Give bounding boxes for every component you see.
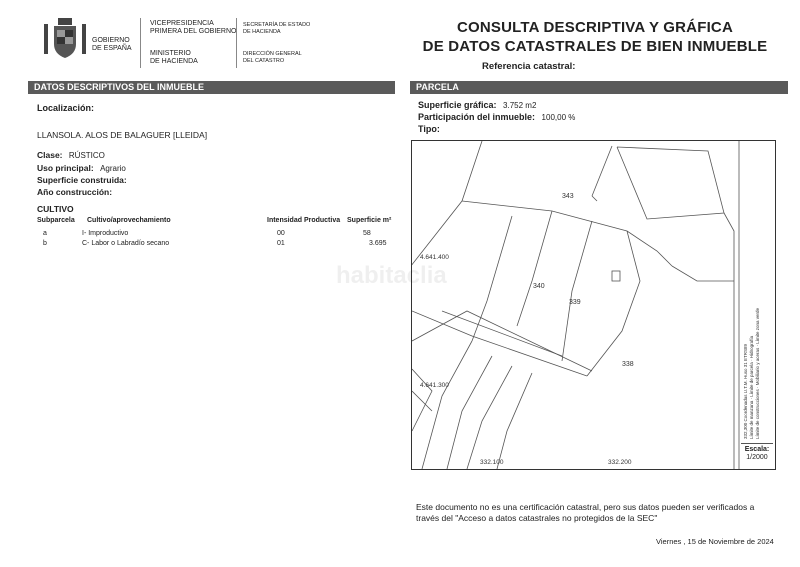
parcel-outline [617, 147, 724, 219]
title-line1: CONSULTA DESCRIPTIVA Y GRÁFICA [456, 19, 733, 36]
legend-item: Hidrografía [749, 335, 754, 359]
row-sub: a [43, 230, 47, 237]
superficie-construida-label: Superficie construida: [37, 175, 127, 185]
parcel-outline [497, 373, 532, 469]
row-sub: b [43, 240, 47, 247]
parcel-outline [472, 216, 512, 341]
map-legend [740, 143, 774, 443]
row-superficie: 3.695 [369, 240, 387, 247]
uso-label: Uso principal: [37, 163, 94, 173]
legend-text-group [743, 149, 761, 439]
col-subparcela: Subparcela [37, 217, 75, 224]
legend-item: Mobiliario y aceras [755, 347, 760, 386]
parcel-outline [724, 213, 734, 469]
row-intensidad: 01 [277, 240, 285, 247]
building-outline [612, 271, 620, 281]
parcel-outline [592, 196, 597, 201]
right-section-title: PARCELA [416, 82, 459, 92]
row-superficie: 58 [363, 230, 371, 237]
watermark: habitaclia [336, 262, 447, 289]
parcel-outline [592, 146, 612, 196]
col-cultivo: Cultivo/aprovechamiento [87, 217, 171, 224]
title-line2: DE DATOS CATASTRALES DE BIEN INMUEBLE [422, 38, 768, 55]
gov-line1: GOBIERNO [92, 37, 130, 44]
parcel-outline [467, 366, 512, 469]
ministerio [150, 50, 198, 66]
vp-line2: PRIMERA DEL GOBIERNO [150, 28, 237, 35]
parcel-outline [587, 231, 640, 376]
disclaimer [416, 502, 776, 524]
dir-line1: DIRECCIÓN GENERAL [243, 51, 302, 57]
escala-label: Escala: [744, 446, 770, 453]
cultivo-title: CULTIVO [37, 204, 74, 214]
sec-line2: DE HACIENDA [243, 29, 281, 35]
legend-row: Límite de construcciones · Mobiliario y aceras · Límite zona verde [755, 307, 760, 439]
coord-label: 332.200 [608, 459, 632, 466]
legend-item: Límite zona verde [755, 307, 760, 344]
uso-value: Agrario [100, 164, 126, 173]
parcel-outline [412, 369, 432, 431]
legend-item: Límite de manzana [749, 400, 754, 439]
gov-name [92, 37, 132, 53]
table-header [37, 217, 397, 227]
road-edge [412, 311, 587, 376]
row-cultivo: C- Labor o Labradío secano [82, 240, 170, 247]
government-logo [42, 16, 88, 62]
participacion-label: Participación del inmueble: [418, 112, 536, 122]
legend-coord-system: 332,300 Coordenadas U.T.M. Huso 31 ETRS89 [743, 343, 748, 439]
road-edge [442, 311, 562, 356]
coord-label: 4.641.400 [420, 254, 449, 261]
clase-label: Clase: [37, 150, 63, 160]
parcel-outline [447, 356, 492, 469]
header-divider [140, 18, 141, 68]
clase-row [37, 150, 105, 160]
superficie-grafica-row [418, 100, 536, 110]
page-title [400, 19, 790, 55]
header-divider-2 [236, 18, 237, 68]
cadastral-map [411, 140, 776, 470]
left-section-title: DATOS DESCRIPTIVOS DEL INMUEBLE [34, 82, 205, 92]
referencia-catastral: Referencia catastral: [482, 61, 576, 72]
min-line2: DE HACIENDA [150, 58, 198, 65]
parcel-outline [562, 221, 592, 361]
vp-line1: VICEPRESIDENCIA [150, 20, 214, 27]
coat-of-arms-icon [42, 16, 88, 62]
parcel-label: 339 [569, 299, 581, 306]
parcel-outline [672, 266, 734, 281]
parcel-outline [412, 391, 432, 411]
legend-item: Límite de construcciones [755, 389, 760, 439]
parcel-outline [422, 341, 472, 469]
left-section-bar [28, 81, 395, 94]
map-drawing [412, 141, 775, 469]
tipo-label: Tipo: [418, 124, 440, 134]
row-intensidad: 00 [277, 230, 285, 237]
table-row [37, 230, 397, 240]
disclaimer-line1: Este documento no es una certificación catastral, pero sus datos pueden ser verificados a [416, 502, 755, 512]
sup-grafica-value: 3.752 m2 [503, 101, 537, 110]
right-section-bar [410, 81, 788, 94]
uso-row [37, 163, 126, 173]
col-intensidad: Intensidad Productiva [267, 217, 341, 224]
parcel-label: 340 [533, 283, 545, 290]
escala-box [741, 443, 773, 462]
coord-label: 4.641.300 [420, 382, 449, 389]
localizacion-label: Localización: [37, 103, 95, 113]
localizacion-value: LLANSOLA. ALOS DE BALAGUER [LLEIDA] [37, 130, 208, 140]
parcel-label: 338 [622, 361, 634, 368]
row-cultivo: I- Improductivo [82, 230, 129, 237]
clase-value: RÚSTICO [68, 151, 105, 160]
parcel-outline [462, 201, 672, 266]
secretaria [243, 22, 310, 36]
sec-line1: SECRETARÍA DE ESTADO [243, 22, 311, 28]
parcel-label: 343 [562, 193, 574, 200]
vicepresidencia [150, 20, 236, 36]
sup-grafica-label: Superficie gráfica: [418, 100, 497, 110]
disclaimer-line2: través del "Acceso a datos catastrales no protegidos de la SEC" [416, 513, 658, 523]
min-line1: MINISTERIO [150, 50, 191, 57]
coord-label: 332.100 [480, 459, 504, 466]
participacion-value: 100,00 % [541, 113, 576, 122]
escala-value: 1/2000 [746, 454, 768, 461]
anio-construccion-label: Año construcción: [37, 187, 113, 197]
col-superficie: Superficie m² [347, 217, 392, 224]
footer-date: Viernes , 15 de Noviembre de 2024 [656, 537, 774, 546]
gov-line2: DE ESPAÑA [92, 45, 132, 52]
parcel-outline [412, 141, 482, 271]
table-row [37, 240, 397, 250]
legend-row: Límite de manzana · Límite de parcela · Hidrografía [749, 335, 754, 439]
participacion-row [418, 112, 575, 122]
parcel-outline [517, 211, 552, 326]
dir-line2: DEL CATASTRO [243, 58, 285, 64]
direccion [243, 51, 302, 65]
legend-item: Límite de parcela [749, 362, 754, 397]
